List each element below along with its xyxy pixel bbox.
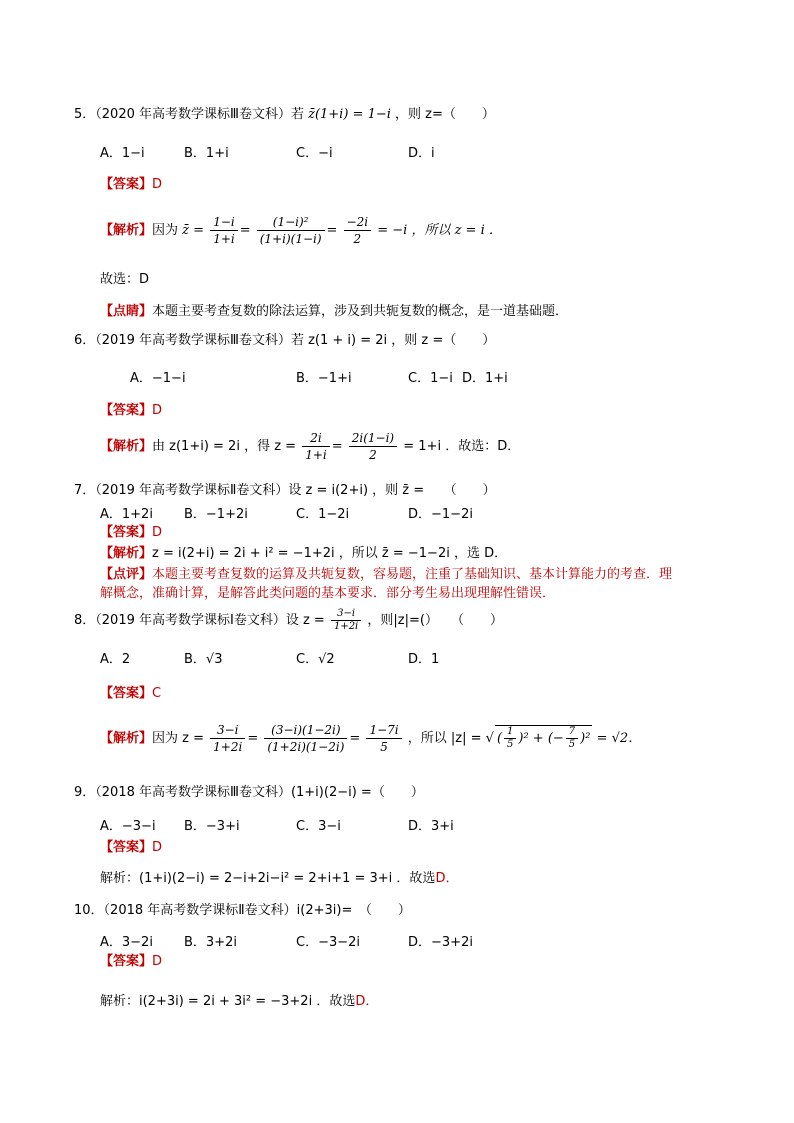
q5-answer [100,176,162,194]
fraction: $\frac{3-i}{1+2i}$ [210,722,245,755]
fraction: $\frac{\text{(1−i)²}}{(1+i)(1-i)}$ [257,214,325,247]
fraction: $\frac{1-7i}{5}$ [366,722,401,755]
q7-comment-cont: 解概念，准确计算，是解答此类问题的基本要求．部分考生易出现理解性错误． [100,586,556,601]
q6-option-c: C．1−i [408,371,453,386]
q7-option-c: C．1−2i [296,507,350,522]
fraction: $\frac{2i}{1+i}$ [302,430,330,463]
q8-stem: 8．（2019 年高考数学课标Ⅰ卷文科）设 z = $\frac{3-i}{1+2i}$ ，则|z|=(） （ ） [74,608,503,632]
q8-option-c: C．√2 [296,652,335,667]
q9-answer: 【答案】D [100,840,163,855]
q6-solution: 【解析】由 z(1+i) = 2i ，得 z = $\frac{2i}{1+i}$ = $\frac{2i(1-i)}{2}$ = 1+i ．故选：D． [100,431,521,462]
q10-solution: 解析：i(2+3i) = 2i + 3i² = −3+2i ．故选D． [100,994,379,1009]
q5-solution: 【解析】因为 z̄ = $\frac{1-i}{1+i}$ = $\frac{\text{(1−i)²}}{(1+i)(1-i)}$ = $\frac{-2i}{2}$ = −i ，所以 z = i ． [100,215,502,246]
q10-option-d: D．−3+2i [408,935,473,950]
q6-answer: 【答案】D [100,403,163,418]
q8-answer: 【答案】C [100,686,162,701]
q6-option-d: D．1+i [462,371,508,386]
q10-stem: 10．（2018 年高考数学课标Ⅱ卷文科）i(2+3i)= （ ） [74,903,411,918]
q5-option-d: D．i [408,146,435,161]
q7-comment: 【点评】本题主要考查复数的运算及共轭复数，容易题，注重了基础知识、基本计算能力的考查．理 [100,567,673,582]
q5-option-c: C．−i [296,146,333,161]
q5-tail: ，则 z=（ ） [395,107,495,122]
q8-option-a: A．2 [100,652,131,667]
fraction: $\frac{2i(1-i)}{2}$ [349,430,397,463]
q7-stem: 7．（2019 年高考数学课标Ⅱ卷文科）设 z = i(2+i) ，则 z̄ = （ ） [74,483,496,498]
fraction: $\frac{1-i}{1+i}$ [210,214,238,247]
q7-solution: 【解析】z = i(2+i) = 2i + i² = −1+2i ，所以 z̄ = −1−2i ，选 D． [100,546,508,561]
q5-stem [74,106,495,124]
q8-option-d: D．1 [408,652,440,667]
fraction: $\frac{-2i}{2}$ [344,214,372,247]
q7-option-b: B．−1+2i [184,507,248,522]
q5-option-b: B．1+i [184,146,229,161]
answer-tag: 【答案】 [100,177,153,192]
q6-option-b: B．−1+i [296,371,352,386]
q8-option-b: B．√3 [184,652,223,667]
q9-stem: 9．（2018 年高考数学课标Ⅲ卷文科）(1+i)(2−i) =（ ） [74,785,424,800]
q5-comment: 【点睛】本题主要考查复数的除法运算，涉及到共轭复数的概念，是一道基础题． [100,304,569,319]
q10-option-c: C．−3−2i [296,935,361,950]
q10-option-b: B．3+2i [184,935,237,950]
q5-head: 5．（2020 年高考数学课标Ⅲ卷文科）若 [74,107,304,122]
q5-option-a: A．1−i [100,146,145,161]
fraction: $\frac{3-i}{1+2i}$ [331,608,361,633]
q10-answer: 【答案】D [100,954,163,969]
q5-head-math: z̄(1+i) = 1−i [308,107,391,122]
q9-option-d: D．3+i [408,819,454,834]
q7-option-d: D．−1−2i [408,507,473,522]
fraction: $\frac{7}{5}$ [566,726,578,751]
answer-value: D [152,177,163,192]
q9-solution: 解析：(1+i)(2−i) = 2−i+2i−i² = 2+i+1 = 3+i ．故选D． [100,871,459,886]
q9-option-b: B．−3+i [184,819,240,834]
q7-option-a: A．1+2i [100,507,153,522]
q7-answer: 【答案】D [100,525,163,540]
fraction: $\frac{1}{5}$ [504,726,516,751]
q6-stem: 6．（2019 年高考数学课标Ⅲ卷文科）若 z(1 + i) = 2i ，则 z =（ ） [74,333,496,348]
q6-option-a: A．−1−i [130,371,186,386]
q5-choose: 故选：D [100,272,150,287]
q9-option-a: A．−3−i [100,819,156,834]
sqrt-body: ( $\frac{1}{5}$ )² + (− $\frac{7}{5}$ )² [496,726,591,750]
comment-tag: 【点睛】 [100,304,153,319]
fraction: $\frac{(3-i)(1-2i)}{(1+2i)(1-2i)}$ [264,722,347,755]
q9-option-c: C．3−i [296,819,341,834]
solution-tag: 【解析】 [100,223,153,238]
q8-solution: 【解析】因为 z = $\frac{3-i}{1+2i}$ = $\frac{(3-i)(1-2i)}{(1+2i)(1-2i)}$ = $\frac{1-7i}{5}$ ，所以 |z| = √ ( $\frac{1}{5}$ )² + (− $\frac{7}{5}$ )² = √2． [100,723,642,754]
q10-option-a: A．3−2i [100,935,153,950]
sqrt-sign: √ [485,731,494,746]
